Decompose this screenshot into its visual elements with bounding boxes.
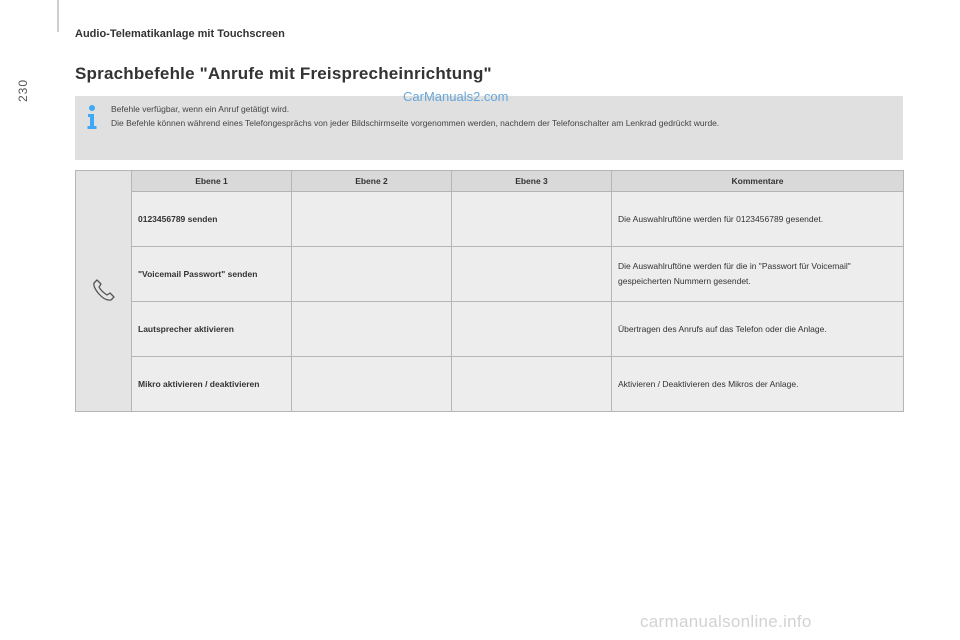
level-2-cell: [292, 192, 452, 247]
info-text-line-1: Befehle verfügbar, wenn ein Anruf getätigt wird.: [111, 104, 290, 114]
section-title: Sprachbefehle "Anrufe mit Freisprecheinrichtung": [75, 64, 492, 83]
phone-icon: [91, 277, 117, 303]
table-row: [76, 302, 904, 357]
level-3-cell: [452, 247, 612, 302]
voice-commands-table: [75, 170, 904, 412]
watermark-top: CarManuals2.com: [403, 89, 509, 104]
info-text-line-2: Die Befehle können während eines Telefongesprächs von jeder Bildschirmseite vorgenommen werden, nachdem der Telefonschalter am Lenkrad gedrückt wurde.: [111, 118, 720, 128]
level-1-cell: "Voicemail Passwort" senden: [132, 247, 292, 302]
level-3-cell: [452, 192, 612, 247]
comment-cell: Übertragen des Anrufs auf das Telefon oder die Anlage.: [612, 302, 904, 357]
watermark-bottom: carmanualsonline.info: [640, 612, 812, 631]
level-2-cell: [292, 247, 452, 302]
comment-cell: Die Auswahlruftöne werden für die in "Passwort für Voicemail" gespeicherten Nummern gesendet.: [612, 247, 904, 302]
table-row: [76, 357, 904, 412]
page-number: 230: [16, 78, 30, 102]
col-header-comments: Kommentare: [612, 171, 904, 192]
running-header: Audio-Telematikanlage mit Touchscreen: [75, 28, 285, 40]
margin-line: [57, 0, 59, 32]
info-icon: [85, 104, 99, 130]
comment-cell: Aktivieren / Deaktivieren des Mikros der Anlage.: [612, 357, 904, 412]
level-3-cell: [452, 357, 612, 412]
level-2-cell: [292, 357, 452, 412]
level-1-cell: Mikro aktivieren / deaktivieren: [132, 357, 292, 412]
col-header-level-1: Ebene 1: [132, 171, 292, 192]
phone-icon-cell: [76, 171, 132, 412]
table-row: [76, 247, 904, 302]
col-header-level-3: Ebene 3: [452, 171, 612, 192]
info-box: [75, 96, 903, 160]
level-1-cell: Lautsprecher aktivieren: [132, 302, 292, 357]
table-row: [76, 192, 904, 247]
comment-cell: Die Auswahlruftöne werden für 0123456789 gesendet.: [612, 192, 904, 247]
level-3-cell: [452, 302, 612, 357]
table-header-row: [76, 171, 904, 192]
col-header-level-2: Ebene 2: [292, 171, 452, 192]
level-2-cell: [292, 302, 452, 357]
level-1-cell: 0123456789 senden: [132, 192, 292, 247]
